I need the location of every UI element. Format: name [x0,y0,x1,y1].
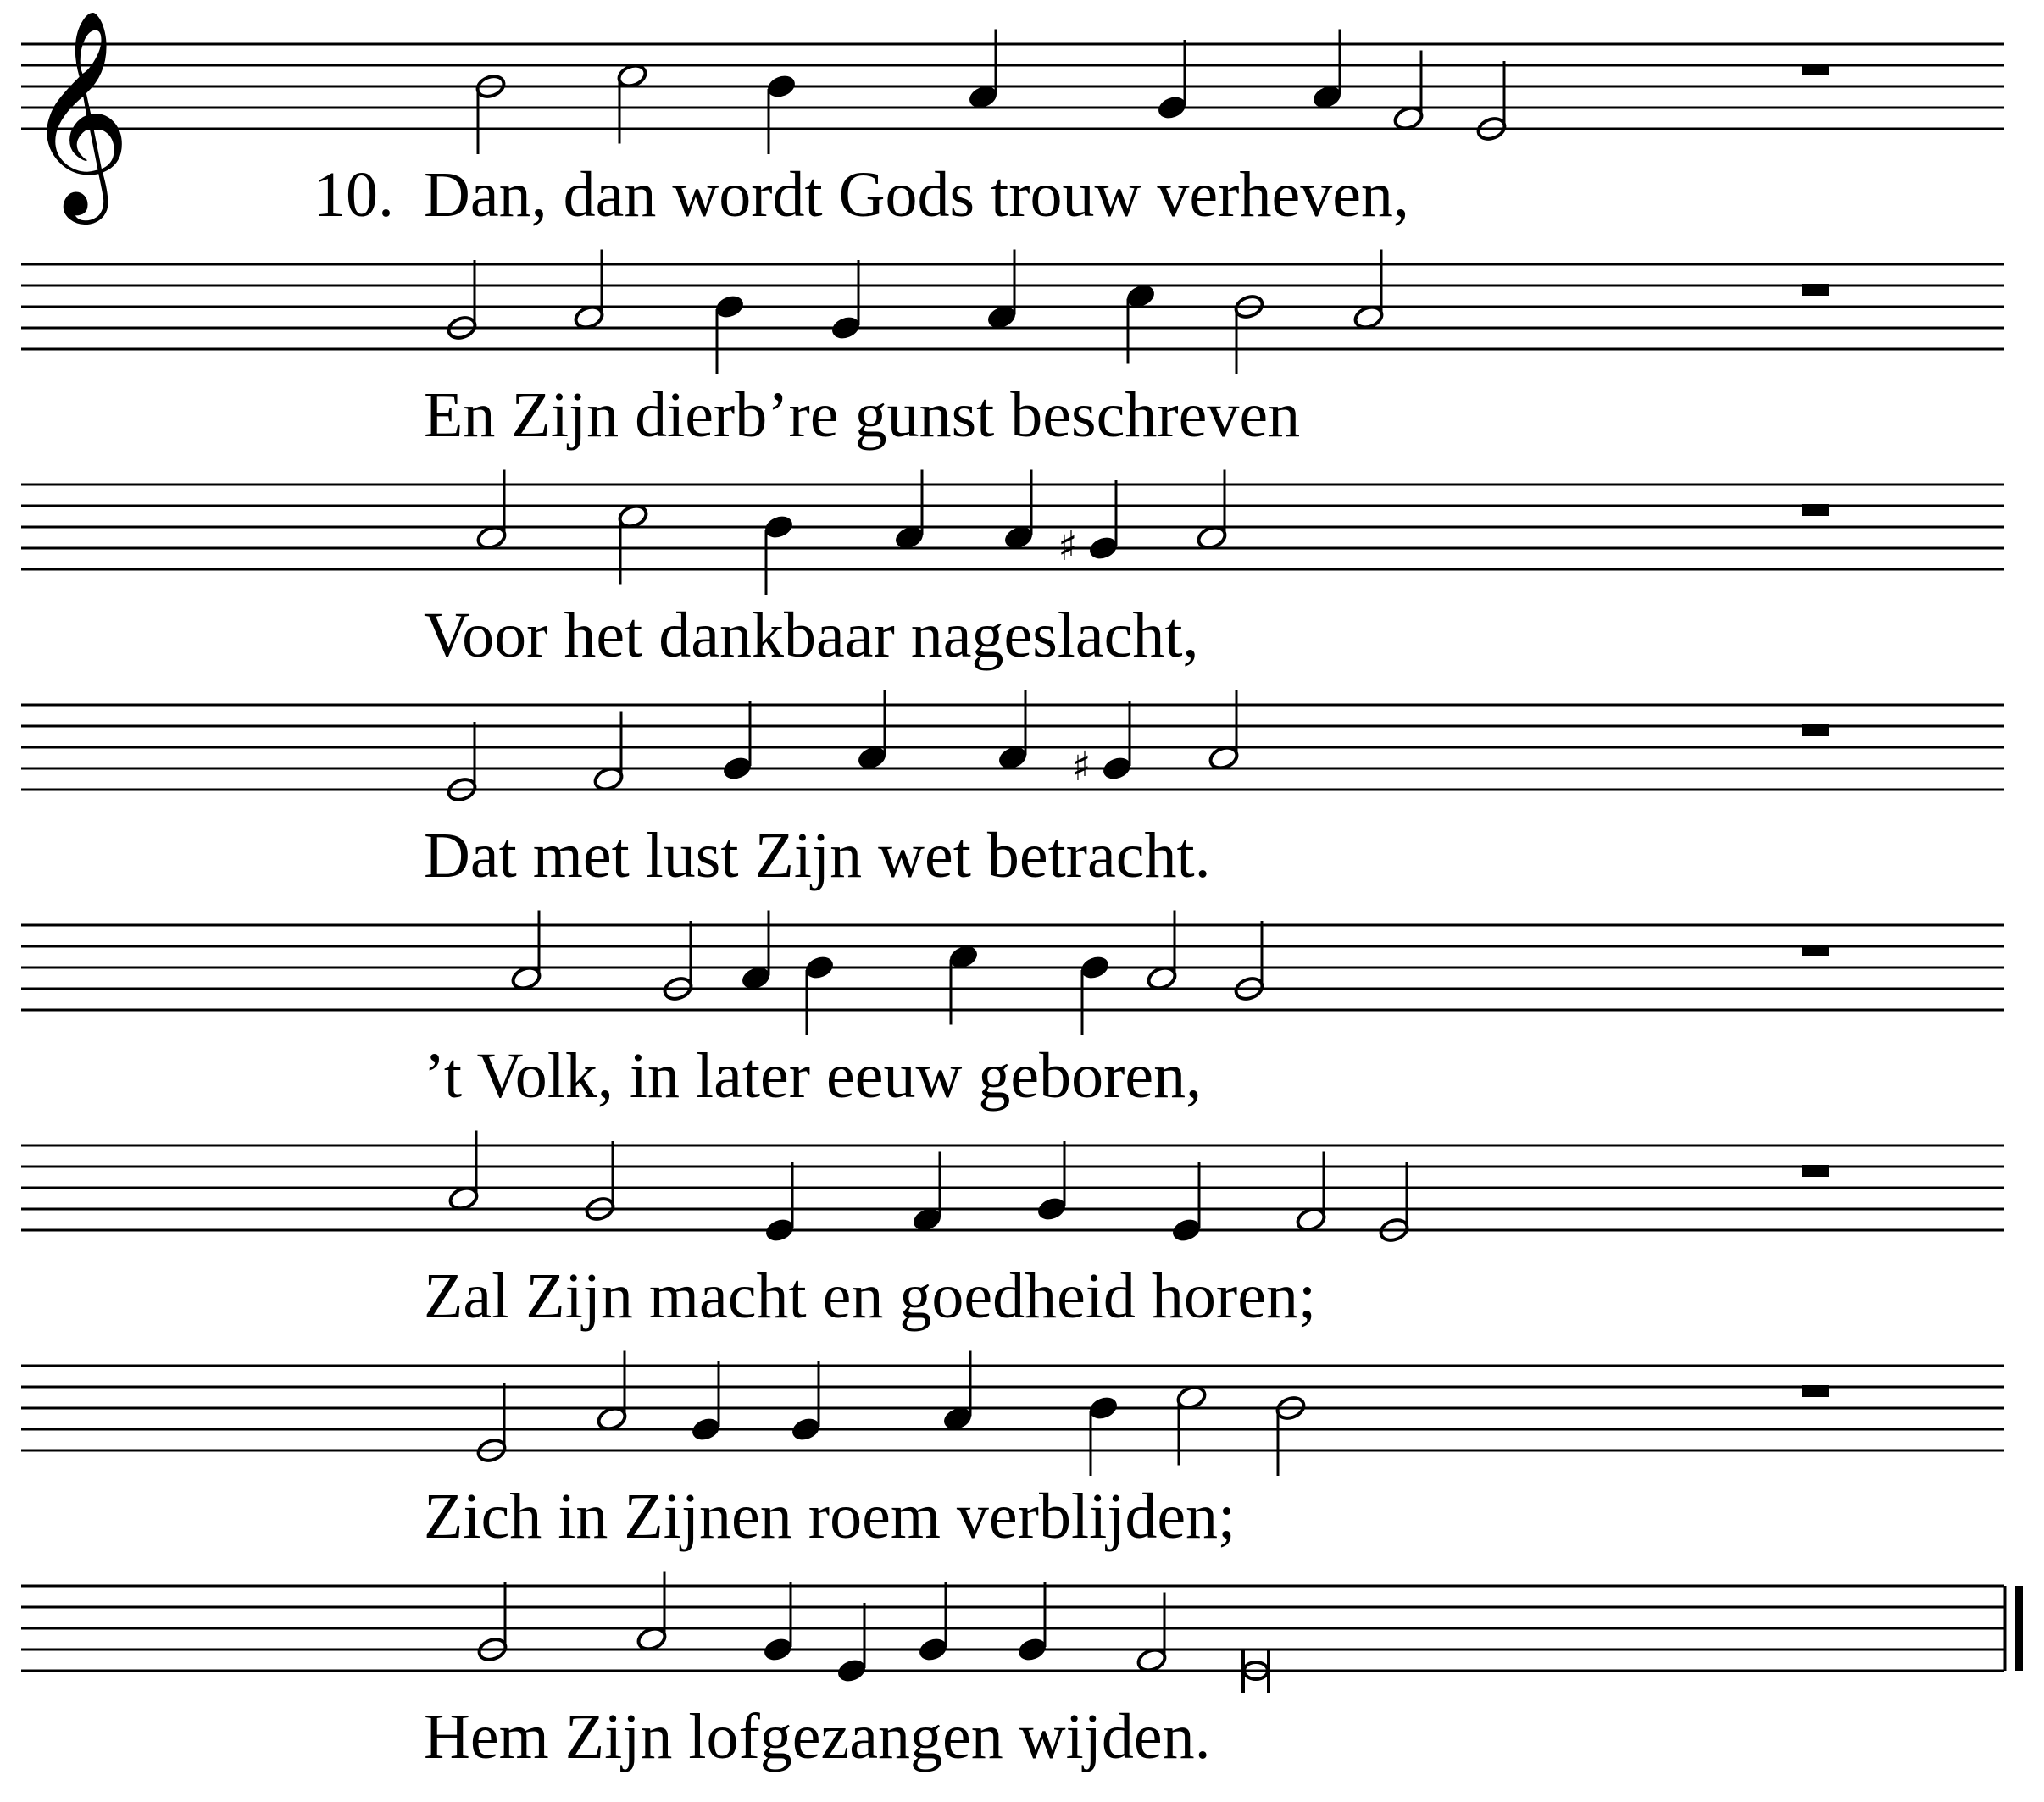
note [1079,954,1111,1035]
note [584,1141,616,1223]
lyric-line: Dat met lust Zijn wet betracht. [424,820,1211,891]
note [1233,921,1265,1002]
sharp-icon: ♯ [1058,523,1078,570]
note [986,250,1018,331]
lyric-line: Hem Zijn lofgezangen wijden. [424,1701,1211,1772]
note [476,1582,508,1663]
note [1378,1162,1410,1244]
half-rest [1802,1385,1829,1397]
note [1156,40,1188,121]
notehead [1079,954,1111,981]
note [1071,701,1133,790]
note [1352,250,1385,331]
note [740,911,772,992]
note [1125,282,1157,363]
final-barline [2015,1586,2023,1671]
notehead [765,73,797,100]
note [721,701,753,782]
notehead [764,1217,796,1244]
half-rest [1802,724,1829,736]
note [1208,690,1240,772]
note [446,260,478,341]
half-rest [1802,1165,1829,1177]
staff-system [21,1572,2023,1694]
notehead [1170,1217,1203,1244]
staff-system [21,1131,2004,1245]
note [941,1351,974,1433]
half-rest [1802,945,1829,956]
staff-system [21,690,2004,804]
note [1136,1593,1168,1674]
note [765,73,797,154]
note [1146,911,1178,992]
verse-number: 10. [314,159,394,230]
notehead [690,1416,722,1443]
half-rest [1802,64,1829,75]
note [1058,480,1119,570]
note [662,921,694,1002]
lyric-line: Dan, dan wordt Gods trouw verheven, [424,159,1409,230]
note [836,1603,868,1684]
note [690,1361,722,1443]
lyric-line: Voor het dankbaar nageslacht, [424,600,1199,671]
note [1170,1162,1203,1244]
note [1036,1141,1068,1223]
notehead [836,1657,868,1684]
note [714,293,746,374]
note [790,1361,822,1443]
note [636,1572,668,1653]
note [596,1351,628,1433]
note [1003,470,1035,552]
notehead [714,293,746,320]
notehead [803,954,836,981]
note [764,1162,796,1244]
sharp-icon: ♯ [1071,743,1091,790]
note [762,1582,794,1663]
note [446,722,478,803]
note [917,1582,949,1663]
note [1233,293,1265,374]
staff-system [21,1351,2004,1477]
notehead [917,1636,949,1663]
notehead [762,1636,794,1663]
note [803,954,836,1035]
treble-clef-icon: 𝄞 [25,8,131,215]
note [510,911,542,992]
note [475,470,508,552]
half-rest [1802,284,1829,296]
note [573,250,605,331]
note [1475,61,1508,142]
note [830,260,862,341]
lyric-line: Zich in Zijnen roem verblijden; [424,1481,1236,1552]
note [475,73,507,154]
notehead [721,755,753,782]
note [911,1152,943,1234]
note [1175,1383,1208,1465]
notehead [1087,1394,1119,1422]
note [1016,1582,1048,1663]
notehead [1156,94,1188,121]
lyric-line: Zal Zijn macht en goedheid horen; [424,1261,1317,1332]
note [967,30,999,111]
note [997,690,1029,772]
notehead [1016,1636,1048,1663]
note [947,943,980,1024]
note [1196,470,1228,552]
lyric-line: En Zijn dierb’re gunst beschreven [424,380,1301,451]
staff-system [21,911,2004,1036]
note [475,1383,508,1464]
notehead [1036,1195,1068,1223]
staff-system [21,250,2004,375]
note [1087,1394,1119,1476]
lyric-line: ’t Volk, in later eeuw geboren, [424,1040,1203,1112]
note [617,502,649,584]
note [1311,30,1343,111]
note [616,62,648,143]
staff-system [21,470,2004,596]
notehead [790,1416,822,1443]
note [1275,1394,1307,1476]
note [893,470,925,552]
note [1392,51,1425,132]
notehead [830,314,862,341]
note [1295,1152,1327,1234]
note [592,712,625,793]
notehead [763,513,795,541]
half-rest [1802,504,1829,516]
notehead [1087,535,1119,562]
note [447,1131,480,1212]
notehead [1101,755,1133,782]
note [763,513,795,595]
note [856,690,888,772]
